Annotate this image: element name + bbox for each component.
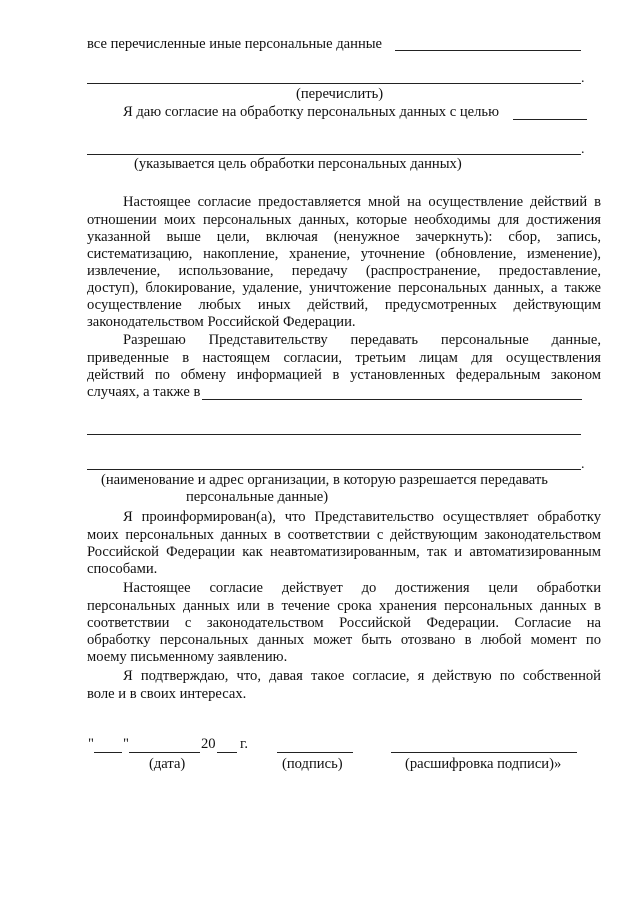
- para4-line: моему письменному заявлению.: [87, 649, 288, 665]
- para4-line: обработку персональных данных может быть отозвано в любой момент по: [87, 632, 601, 648]
- third-party-blank-2[interactable]: [87, 434, 581, 435]
- para4-line: персональных данных или в течение срока хранения персональных данных в: [87, 598, 601, 614]
- para1-line: Настоящее согласие предоставляется мной на осуществление действий в: [123, 194, 601, 210]
- third-party-blank-period: .: [581, 457, 585, 472]
- org-caption: (наименование и адрес организации, в которую разрешается передавать: [101, 472, 548, 488]
- signature-label: (подпись): [282, 756, 343, 772]
- para4-line: Настоящее согласие действует до достижения цели обработки: [123, 580, 601, 596]
- date-day-blank[interactable]: [94, 752, 122, 753]
- purpose-blank-line[interactable]: [87, 154, 581, 155]
- other-personal-data-blank[interactable]: [395, 50, 581, 51]
- org-caption: персональные данные): [186, 489, 329, 505]
- signature-blank[interactable]: [277, 752, 353, 753]
- para3-line: Я проинформирован(а), что Представительство осуществляет обработку: [123, 509, 601, 525]
- para3-line: моих персональных данных в соответствии с действующим законодательством: [87, 527, 601, 543]
- date-quote-close: ": [123, 736, 129, 752]
- para2-line: приведенные в настоящем согласии, третьим лицам для осуществления: [87, 350, 601, 366]
- purpose-blank-short[interactable]: [513, 119, 587, 120]
- para5-line: воле и в своих интересах.: [87, 686, 247, 702]
- other-personal-data-label: все перечисленные иные персональные данные: [87, 36, 383, 52]
- para3-line: Российской Федерации как неавтоматизированным, так и автоматизированным: [87, 544, 601, 560]
- para1-line: доступ), блокирование, удаление, уничтожение персональных данных, а также: [87, 280, 601, 296]
- para2-line: действий по обмену информацией в установленных федеральным законом: [87, 367, 601, 383]
- date-quote-open: ": [88, 736, 94, 752]
- para1-line: извлечение, использование, передачу (распространение, предоставление,: [87, 263, 601, 279]
- third-party-blank-1[interactable]: [202, 399, 582, 400]
- list-blank-period: .: [581, 71, 585, 86]
- para2-line: случаях, а также в: [87, 384, 201, 400]
- third-party-blank-3[interactable]: [87, 469, 581, 470]
- para1-line: систематизацию, накопление, хранение, уточнение (обновление, изменение),: [87, 246, 601, 262]
- para1-line: указанной выше цели, включая (ненужное зачеркнуть): сбор, запись,: [87, 229, 601, 245]
- para1-line: осуществление любых иных действий, предусмотренных действующим: [87, 297, 601, 313]
- para3-line: способами.: [87, 561, 158, 577]
- date-year-prefix: 20: [201, 736, 216, 752]
- list-blank-line[interactable]: [87, 83, 581, 84]
- signature-decode-label: (расшифровка подписи)»: [405, 756, 562, 772]
- signature-decode-blank[interactable]: [391, 752, 577, 753]
- para2-line: Разрешаю Представительству передавать персональные данные,: [123, 332, 601, 348]
- date-label: (дата): [149, 756, 186, 772]
- purpose-consent-label: Я даю согласие на обработку персональных данных с целью: [123, 104, 499, 120]
- date-year-blank[interactable]: [217, 752, 237, 753]
- para1-line: законодательством Российской Федерации.: [87, 314, 356, 330]
- para4-line: соответствии с законодательством Российской Федерации. Согласие на: [87, 615, 601, 631]
- purpose-blank-period: .: [581, 142, 585, 157]
- date-month-blank[interactable]: [129, 752, 200, 753]
- para1-line: отношении моих персональных данных, которые необходимы для достижения: [87, 212, 601, 228]
- purpose-caption: (указывается цель обработки персональных данных): [134, 156, 462, 172]
- para5-line: Я подтверждаю, что, давая такое согласие, я действую по собственной: [123, 668, 601, 684]
- date-year-suffix: г.: [240, 736, 248, 752]
- list-caption: (перечислить): [296, 86, 384, 102]
